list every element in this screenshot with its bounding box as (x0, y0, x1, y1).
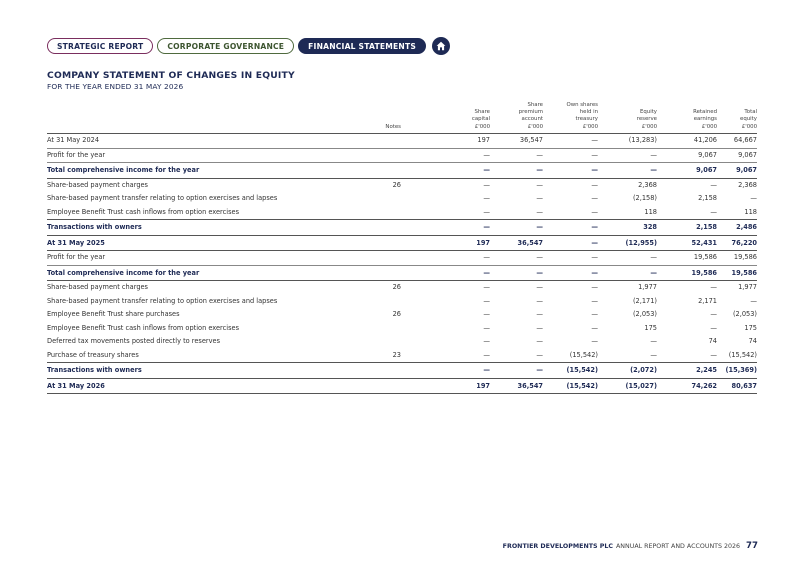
column-header-line (597, 102, 657, 109)
cell-equity_reserve: (2,158) (632, 194, 657, 202)
page-subtitle: FOR THE YEAR ENDED 31 MAY 2026 (47, 82, 184, 91)
cell-equity_reserve: (2,171) (632, 296, 657, 305)
cell-total: 80,637 (731, 381, 757, 390)
row-label: At 31 May 2025 (47, 238, 105, 247)
column-header-share_premium (483, 102, 543, 131)
cell-share_capital: — (483, 207, 490, 216)
cell-share_capital: — (483, 194, 490, 202)
table-row (47, 379, 757, 395)
page-footer (503, 541, 758, 551)
cell-share_capital: — (483, 150, 490, 159)
table-row (47, 266, 757, 282)
cell-total: 118 (744, 207, 757, 216)
row-note: 26 (392, 310, 401, 318)
cell-share_capital: — (483, 323, 490, 332)
cell-own_shares: — (591, 253, 598, 261)
cell-total: (15,369) (725, 366, 757, 374)
cell-equity_reserve: — (650, 253, 657, 261)
table-row (47, 251, 757, 266)
cell-retained: 2,158 (696, 223, 717, 231)
cell-equity_reserve: (13,283) (628, 136, 657, 144)
cell-equity_reserve: — (650, 350, 657, 359)
cell-share_premium: — (536, 310, 543, 318)
row-note: 23 (392, 350, 401, 359)
column-header-line (430, 102, 490, 109)
cell-share_premium: — (536, 180, 543, 189)
table-row (47, 206, 757, 221)
cell-share_capital: — (483, 268, 490, 277)
page-title: COMPANY STATEMENT OF CHANGES IN EQUITY (47, 70, 295, 81)
column-header-line: £'000 (582, 123, 598, 130)
cell-retained: — (710, 310, 717, 318)
cell-share_premium: — (536, 223, 543, 231)
cell-share_capital: 197 (477, 136, 490, 144)
column-header-line: earnings (693, 116, 717, 123)
cell-retained: 19,586 (691, 268, 717, 277)
column-header-line: Share (474, 109, 490, 116)
cell-equity_reserve: — (650, 337, 657, 345)
cell-retained: 2,158 (698, 194, 717, 202)
cell-equity_reserve: 118 (644, 207, 657, 216)
column-header-line: £'000 (701, 123, 717, 130)
cell-retained: — (710, 323, 717, 332)
cell-equity_reserve: 175 (644, 323, 657, 332)
row-label: Share-based payment charges (47, 283, 148, 291)
cell-total: 19,586 (733, 253, 757, 261)
row-label: Employee Benefit Trust share purchases (47, 310, 180, 318)
tab-financial-statements[interactable]: FINANCIAL STATEMENTS (298, 38, 426, 54)
column-header-line: Notes (385, 123, 401, 130)
cell-retained: — (710, 180, 717, 189)
cell-share_capital: — (483, 166, 490, 174)
column-header-line (697, 102, 757, 109)
row-note: 26 (392, 180, 401, 189)
column-header-line: premium (518, 109, 543, 116)
cell-own_shares: — (591, 238, 598, 247)
row-label: Share-based payment transfer relating to option exercises and lapses (47, 296, 278, 305)
cell-share_premium: — (536, 296, 543, 305)
column-header-line: £'000 (527, 123, 543, 130)
column-header-notes (341, 109, 401, 131)
cell-share_premium: — (536, 166, 543, 174)
cell-total: 1,977 (738, 283, 757, 291)
cell-equity_reserve: — (650, 268, 657, 277)
column-header-equity_reserve (597, 102, 657, 131)
row-label: Profit for the year (47, 150, 106, 159)
cell-own_shares: — (591, 337, 598, 345)
table-row (47, 295, 757, 309)
footer-company: FRONTIER DEVELOPMENTS PLC (502, 543, 613, 550)
table-row (47, 322, 757, 336)
cell-total: 74 (748, 337, 757, 345)
column-header-line: Equity (639, 109, 657, 116)
row-label: Purchase of treasury shares (47, 350, 139, 359)
footer-report: ANNUAL REPORT AND ACCOUNTS 2026 (616, 543, 741, 550)
table-row (47, 236, 757, 252)
cell-share_capital: — (483, 310, 490, 318)
column-header-line: Retained (693, 109, 717, 116)
cell-total: 9,067 (738, 150, 757, 159)
cell-equity_reserve: (12,955) (625, 238, 657, 247)
column-header-line: account (521, 116, 543, 123)
cell-share_capital: — (483, 366, 490, 374)
cell-share_premium: — (536, 253, 543, 261)
row-label: At 31 May 2026 (47, 381, 105, 390)
cell-share_capital: — (483, 223, 490, 231)
cell-share_premium: — (536, 194, 543, 202)
table-row (47, 179, 757, 193)
cell-share_premium: — (536, 337, 543, 345)
cell-own_shares: — (591, 194, 598, 202)
table-row (47, 349, 757, 364)
cell-equity_reserve: (15,027) (625, 381, 657, 390)
cell-equity_reserve: 2,368 (638, 180, 657, 189)
cell-own_shares: — (591, 180, 598, 189)
table-row (47, 192, 757, 206)
cell-total: — (750, 194, 757, 202)
cell-share_premium: — (536, 366, 543, 374)
column-header-line (341, 109, 401, 116)
cell-share_capital: — (483, 296, 490, 305)
cell-retained: — (710, 207, 717, 216)
row-label: Transactions with owners (47, 223, 142, 231)
cell-share_capital: — (483, 350, 490, 359)
cell-total: 64,667 (733, 136, 757, 144)
cell-retained: 2,171 (698, 296, 717, 305)
home-icon (436, 41, 446, 51)
cell-total: 2,486 (736, 223, 757, 231)
cell-share_premium: — (536, 283, 543, 291)
home-button[interactable] (432, 37, 450, 55)
column-header-line: capital (471, 116, 490, 123)
table-row (47, 335, 757, 349)
column-header-line: Share (527, 101, 543, 108)
cell-total: 2,368 (738, 180, 757, 189)
row-label: Share-based payment charges (47, 180, 148, 189)
cell-share_premium: — (536, 323, 543, 332)
column-header-line: £'000 (741, 123, 757, 130)
cell-retained: 74 (708, 337, 717, 345)
cell-share_capital: — (483, 253, 490, 261)
row-label: Share-based payment transfer relating to option exercises and lapses (47, 194, 278, 202)
column-header-own_shares (538, 102, 598, 131)
cell-share_premium: — (536, 207, 543, 216)
cell-retained: 41,206 (693, 136, 717, 144)
cell-share_capital: 197 (476, 381, 490, 390)
cell-share_premium: 36,547 (517, 238, 543, 247)
cell-retained: — (710, 350, 717, 359)
cell-own_shares: — (591, 207, 598, 216)
row-label: Employee Benefit Trust cash inflows from option exercises (47, 323, 239, 332)
cell-retained: 52,431 (691, 238, 717, 247)
cell-equity_reserve: (2,072) (630, 366, 657, 374)
column-header-line: Own shares (566, 101, 598, 108)
cell-own_shares: — (591, 136, 598, 144)
cell-share_premium: 36,547 (517, 381, 543, 390)
row-label: At 31 May 2024 (47, 136, 100, 144)
cell-own_shares: — (591, 223, 598, 231)
table-row (47, 134, 757, 149)
table-row (47, 363, 757, 379)
cell-total: 9,067 (736, 166, 757, 174)
column-header-line: Total (744, 109, 757, 116)
row-note: 26 (392, 283, 401, 291)
row-label: Employee Benefit Trust cash inflows from option exercises (47, 207, 239, 216)
cell-retained: 2,245 (696, 366, 717, 374)
page-number: 77 (746, 541, 758, 551)
section-nav (47, 37, 450, 55)
cell-share_capital: — (483, 337, 490, 345)
cell-own_shares: (15,542) (566, 366, 598, 374)
cell-equity_reserve: 1,977 (638, 283, 657, 291)
column-header-share_capital (430, 102, 490, 131)
table-body (47, 134, 757, 394)
table-row (47, 308, 757, 322)
cell-equity_reserve: — (650, 166, 657, 174)
equity-table (47, 103, 757, 394)
cell-share_capital: — (483, 180, 490, 189)
row-label: Profit for the year (47, 253, 106, 261)
row-label: Total comprehensive income for the year (47, 166, 200, 174)
cell-own_shares: (15,542) (569, 350, 598, 359)
cell-own_shares: — (591, 283, 598, 291)
column-header-line: equity (740, 116, 757, 123)
row-label: Transactions with owners (47, 366, 142, 374)
column-header-line: £'000 (474, 123, 490, 130)
table-header (47, 103, 757, 134)
tab-corporate-governance[interactable]: CORPORATE GOVERNANCE (157, 38, 294, 54)
cell-share_premium: — (536, 150, 543, 159)
column-header-line (341, 116, 401, 123)
cell-own_shares: — (591, 268, 598, 277)
cell-own_shares: — (591, 166, 598, 174)
cell-retained: 9,067 (698, 150, 717, 159)
cell-total: 76,220 (731, 238, 757, 247)
cell-retained: — (710, 283, 717, 291)
cell-retained: 74,262 (691, 381, 717, 390)
table-row (47, 149, 757, 164)
cell-total: — (750, 296, 757, 305)
cell-equity_reserve: (2,053) (632, 310, 657, 318)
column-header-line: held in (579, 109, 598, 116)
tab-strategic-report[interactable]: STRATEGIC REPORT (47, 38, 153, 54)
cell-own_shares: — (591, 296, 598, 305)
cell-total: (15,542) (728, 350, 757, 359)
cell-share_capital: 197 (476, 238, 490, 247)
cell-total: (2,053) (732, 310, 757, 318)
table-row (47, 163, 757, 179)
cell-share_capital: — (483, 283, 490, 291)
cell-share_premium: — (536, 268, 543, 277)
cell-own_shares: — (591, 323, 598, 332)
row-label: Deferred tax movements posted directly to reserves (47, 337, 221, 345)
cell-own_shares: — (591, 310, 598, 318)
cell-own_shares: (15,542) (566, 381, 598, 390)
cell-retained: 9,067 (696, 166, 717, 174)
column-header-line: £'000 (641, 123, 657, 130)
cell-total: 175 (744, 323, 757, 332)
cell-total: 19,586 (731, 268, 757, 277)
cell-retained: 19,586 (693, 253, 717, 261)
column-header-line: treasury (575, 116, 598, 123)
cell-equity_reserve: — (650, 150, 657, 159)
table-row (47, 281, 757, 295)
table-row (47, 220, 757, 236)
column-header-total (697, 102, 757, 131)
cell-share_premium: — (536, 350, 543, 359)
cell-own_shares: — (591, 150, 598, 159)
row-label: Total comprehensive income for the year (47, 268, 200, 277)
column-header-line: reserve (636, 116, 657, 123)
cell-share_premium: 36,547 (519, 136, 543, 144)
cell-equity_reserve: 328 (643, 223, 657, 231)
